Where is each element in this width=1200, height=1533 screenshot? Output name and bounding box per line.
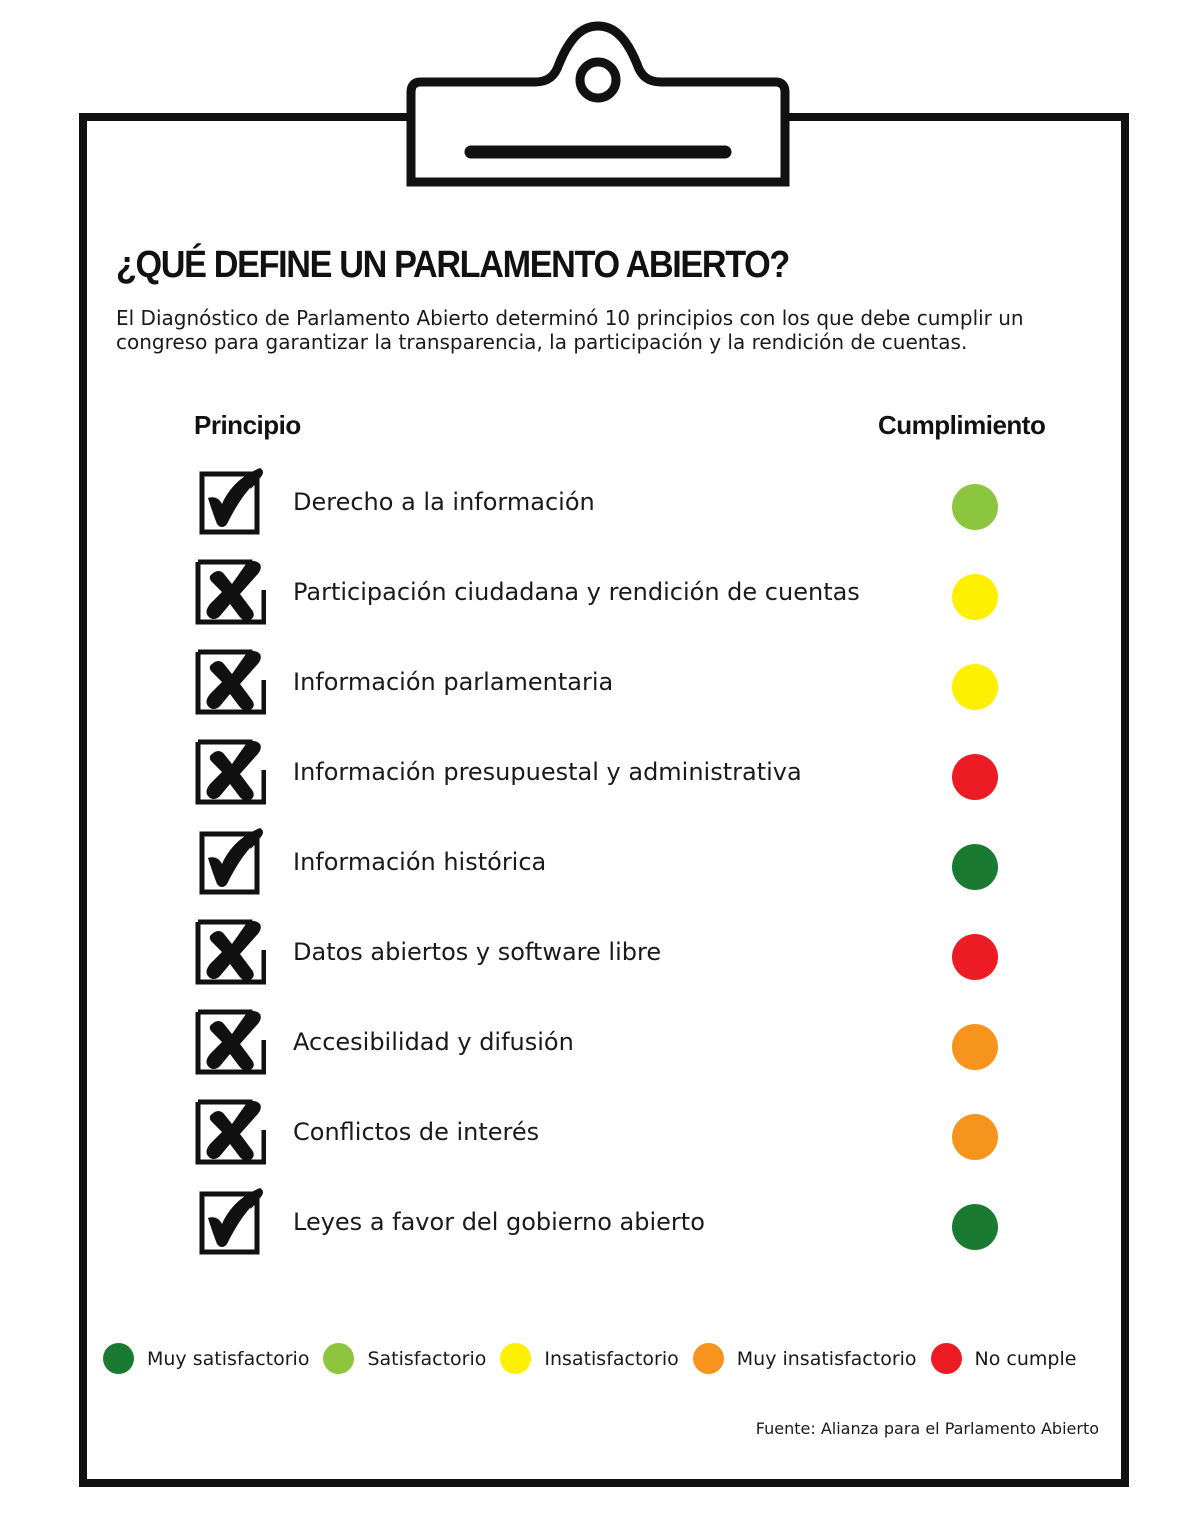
legend-label: Satisfactorio bbox=[367, 1347, 487, 1370]
principle-row bbox=[0, 556, 1200, 632]
principle-label: Participación ciudadana y rendición de cuentas bbox=[293, 578, 860, 606]
compliance-dot bbox=[952, 1204, 998, 1250]
legend bbox=[103, 1343, 1113, 1374]
x-icon bbox=[194, 1096, 266, 1168]
legend-label: Muy satisfactorio bbox=[147, 1347, 310, 1370]
legend-item bbox=[500, 1343, 678, 1374]
compliance-dot bbox=[952, 754, 998, 800]
compliance-dot bbox=[952, 1024, 998, 1070]
principle-row bbox=[0, 1186, 1200, 1262]
principle-label: Conflictos de interés bbox=[293, 1118, 540, 1146]
x-icon bbox=[194, 736, 266, 808]
compliance-dot bbox=[952, 484, 998, 530]
legend-dot bbox=[500, 1343, 531, 1374]
x-icon bbox=[194, 1006, 266, 1078]
legend-dot bbox=[323, 1343, 354, 1374]
compliance-dot bbox=[952, 1114, 998, 1160]
check-icon bbox=[194, 466, 266, 538]
principle-label: Datos abiertos y software libre bbox=[293, 938, 662, 966]
compliance-dot bbox=[952, 574, 998, 620]
legend-dot bbox=[931, 1343, 962, 1374]
legend-dot bbox=[693, 1343, 724, 1374]
principle-label: Leyes a favor del gobierno abierto bbox=[293, 1208, 705, 1236]
principle-row bbox=[0, 826, 1200, 902]
principle-row bbox=[0, 646, 1200, 722]
principle-label: Accesibilidad y difusión bbox=[293, 1028, 574, 1056]
principle-row bbox=[0, 1096, 1200, 1172]
principle-label: Información parlamentaria bbox=[293, 668, 614, 696]
check-icon bbox=[194, 826, 266, 898]
column-header-principle: Principio bbox=[194, 410, 301, 440]
legend-item bbox=[931, 1343, 1077, 1374]
principle-label: Derecho a la información bbox=[293, 488, 595, 516]
principle-row bbox=[0, 736, 1200, 812]
page-title: ¿QUÉ DEFINE UN PARLAMENTO ABIERTO? bbox=[116, 244, 789, 286]
check-icon bbox=[194, 1186, 266, 1258]
x-icon bbox=[194, 916, 266, 988]
x-icon bbox=[194, 556, 266, 628]
principle-row bbox=[0, 466, 1200, 542]
compliance-dot bbox=[952, 934, 998, 980]
principle-row bbox=[0, 916, 1200, 992]
legend-item bbox=[693, 1343, 917, 1374]
source-note: Fuente: Alianza para el Parlamento Abierto bbox=[755, 1419, 1099, 1438]
legend-label: Muy insatisfactorio bbox=[736, 1347, 917, 1370]
compliance-dot bbox=[952, 844, 998, 890]
legend-label: No cumple bbox=[974, 1347, 1077, 1370]
principle-label: Información histórica bbox=[293, 848, 547, 876]
clipboard-clip-icon bbox=[0, 0, 1200, 200]
principle-label: Información presupuestal y administrativa bbox=[293, 758, 802, 786]
legend-item bbox=[323, 1343, 486, 1374]
legend-label: Insatisfactorio bbox=[544, 1347, 679, 1370]
compliance-dot bbox=[952, 664, 998, 710]
legend-dot bbox=[103, 1343, 134, 1374]
legend-item bbox=[103, 1343, 309, 1374]
principle-row bbox=[0, 1006, 1200, 1082]
x-icon bbox=[194, 646, 266, 718]
column-header-compliance: Cumplimiento bbox=[878, 410, 1046, 440]
intro-text: El Diagnóstico de Parlamento Abierto determinó 10 principios con los que debe cumplir un congreso para garantizar la transparencia, la participación y la rendición de cuentas. bbox=[116, 306, 1024, 354]
